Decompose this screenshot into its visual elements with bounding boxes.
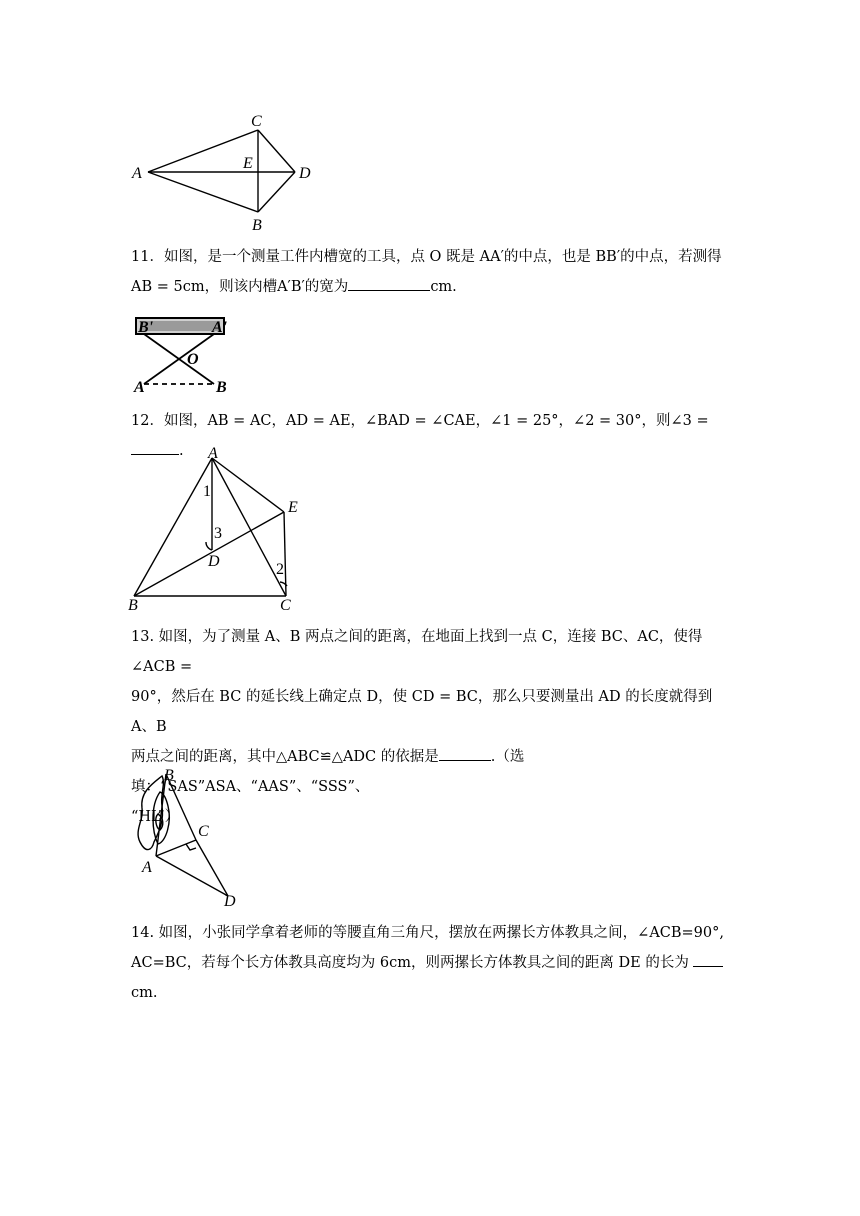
question-11 <box>131 242 736 302</box>
question-13-line-1: 13. 如图，为了测量 A、B 两点之间的距离，在地面上找到一点 C，连接 BC、AC，使得∠ACB = <box>131 629 703 675</box>
question-14 <box>131 918 736 1008</box>
kite-label-a: A <box>132 165 142 182</box>
pond-label-d: D <box>224 893 236 910</box>
question-13-options: .（选填：“SAS”ASA、“AAS”、“SSS”、 <box>131 749 525 795</box>
triangle-label-b: B <box>128 597 138 614</box>
answer-blank-11[interactable] <box>348 274 430 291</box>
question-13-line-2: 90°，然后在 BC 的延长线上确定点 D，使 CD = BC，那么只要测量出 AD 的长度就得到 A、B <box>131 689 713 735</box>
kite-figure <box>128 108 328 236</box>
question-11-unit: cm. <box>430 279 457 295</box>
triangle-label-c: C <box>280 597 291 614</box>
answer-blank-14[interactable] <box>693 950 723 967</box>
kite-label-d: D <box>299 165 311 182</box>
triangle-label-a: A <box>208 446 218 462</box>
kite-label-c: C <box>251 113 262 130</box>
question-12-text: 12．如图，AB = AC，AD = AE，∠BAD = ∠CAE，∠1 = 25°，∠2 = 30°，则∠3 = <box>131 413 709 429</box>
measuring-tool-figure <box>130 312 240 396</box>
answer-blank-13[interactable] <box>439 744 491 761</box>
question-14-line-2 <box>131 948 736 978</box>
question-14-text: AC=BC，若每个长方体教具高度均为 6cm，则两摞长方体教具之间的距离 DE 的长为 <box>131 955 689 971</box>
tool-label-a-prime: A' <box>212 319 228 336</box>
kite-label-b: B <box>252 217 262 234</box>
tool-label-a: A <box>134 379 145 396</box>
angle-label-1: 1 <box>203 483 211 500</box>
question-11-line-1: 11．如图，是一个测量工件内槽宽的工具，点 O 既是 AA′的中点，也是 BB′的中点，若测得 <box>131 249 722 265</box>
question-12-end: . <box>179 443 184 459</box>
pond-label-c: C <box>198 823 209 840</box>
question-14-line-1: 14. 如图，小张同学拿着老师的等腰直角三角尺，摆放在两摞长方体教具之间，∠ACB=90°, <box>131 925 724 941</box>
tool-label-b: B <box>216 379 227 396</box>
tool-label-o: O <box>187 351 199 368</box>
question-13-text: 两点之间的距离，其中△ABC≌△ADC 的依据是 <box>131 749 439 765</box>
triangle-figure <box>124 446 314 616</box>
question-11-line-2 <box>131 272 736 302</box>
pond-label-a: A <box>142 859 152 876</box>
question-14-unit: cm. <box>131 985 158 1001</box>
kite-label-e: E <box>243 155 253 172</box>
angle-label-3: 3 <box>214 525 222 542</box>
triangle-label-d: D <box>208 553 220 570</box>
question-11-text: AB = 5cm，则该内槽A′B′的宽为 <box>131 279 349 295</box>
angle-label-2: 2 <box>276 561 284 578</box>
triangle-label-e: E <box>288 499 298 516</box>
question-13-line-4: “HL”） <box>131 809 180 825</box>
pond-figure <box>130 762 250 910</box>
pond-label-b: B <box>164 767 174 784</box>
tool-label-b-prime: B' <box>138 319 154 336</box>
